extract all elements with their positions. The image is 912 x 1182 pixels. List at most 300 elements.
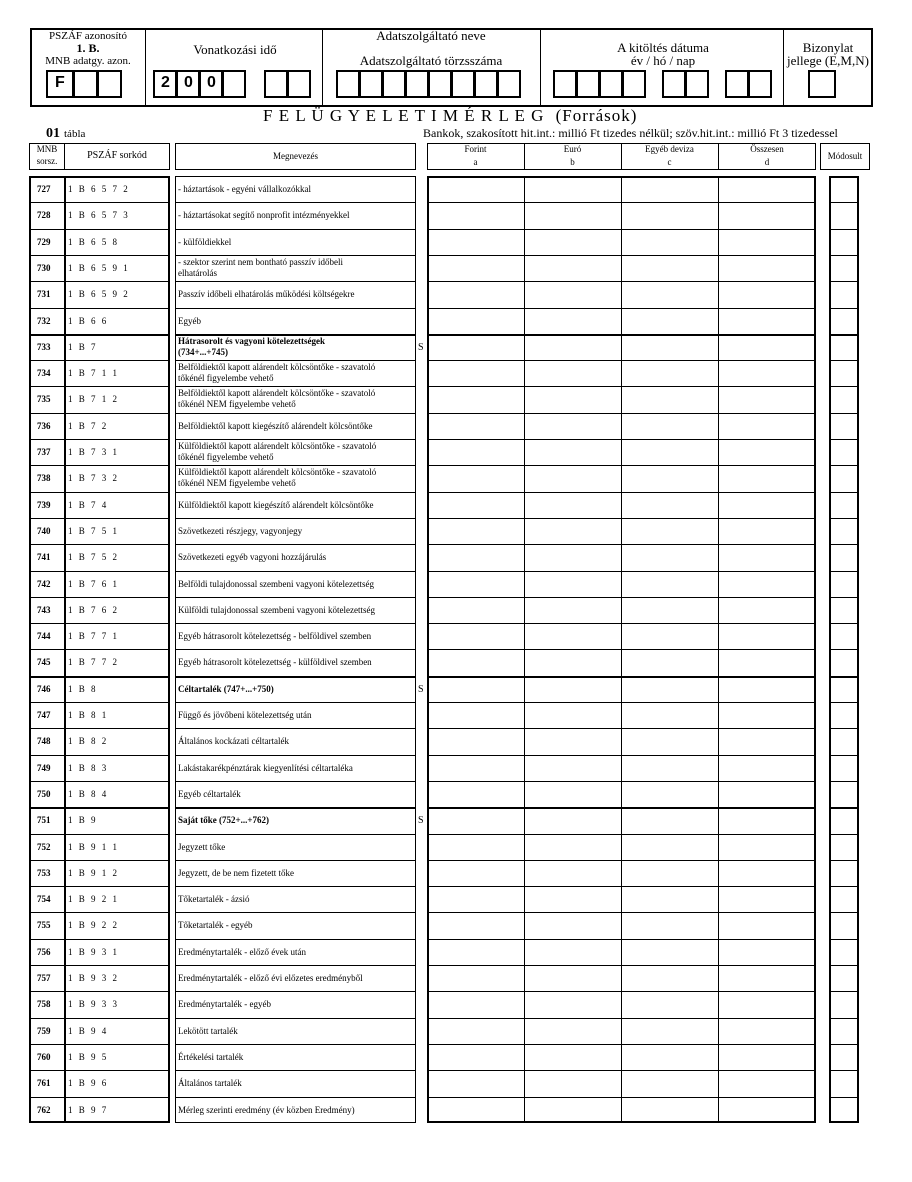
value-cell-egyeb-deviza[interactable]	[622, 887, 717, 911]
value-cell-egyeb-deviza[interactable]	[622, 861, 717, 885]
value-cell-forint[interactable]	[428, 309, 523, 333]
value-cell-forint[interactable]	[428, 808, 523, 832]
row-divider	[175, 1097, 416, 1098]
value-cell-osszesen[interactable]	[719, 677, 814, 701]
row-code: 1 B 9 5	[68, 1051, 107, 1062]
table-no: 01	[46, 126, 60, 141]
modosult-checkbox[interactable]	[830, 887, 858, 911]
value-cell-forint[interactable]	[428, 887, 523, 911]
value-cell-osszesen[interactable]	[719, 440, 814, 464]
value-cell-egyeb-deviza[interactable]	[622, 992, 717, 1016]
row-divider	[29, 649, 170, 650]
value-cell-osszesen[interactable]	[719, 887, 814, 911]
date-day-box[interactable]	[725, 70, 749, 98]
value-cell-euro[interactable]	[525, 256, 620, 280]
row-number: 755	[37, 920, 51, 931]
row-number: 752	[37, 841, 51, 852]
torzsszam-box[interactable]	[359, 70, 383, 98]
value-cell-osszesen[interactable]	[719, 835, 814, 859]
value-cell-euro[interactable]	[525, 782, 620, 806]
modosult-checkbox[interactable]	[830, 782, 858, 806]
value-cell-forint[interactable]	[428, 493, 523, 517]
value-cell-osszesen[interactable]	[719, 414, 814, 438]
value-cell-euro[interactable]	[525, 545, 620, 569]
year-box-1[interactable]	[153, 70, 177, 98]
value-cell-osszesen[interactable]	[719, 387, 814, 411]
value-cell-osszesen[interactable]	[719, 361, 814, 385]
value-cell-egyeb-deviza[interactable]	[622, 256, 717, 280]
month-box-2[interactable]	[287, 70, 311, 98]
form-code-box[interactable]	[97, 70, 122, 98]
adatszolg-neve-label: Adatszolgáltató neve	[376, 28, 486, 43]
value-cell-forint[interactable]	[428, 992, 523, 1016]
value-cell-euro[interactable]	[525, 440, 620, 464]
value-cell-euro[interactable]	[525, 913, 620, 937]
col-euro-letter: b	[570, 157, 575, 167]
value-cell-euro[interactable]	[525, 808, 620, 832]
modosult-checkbox[interactable]	[830, 361, 858, 385]
row-name-cont: tőkénél NEM figyelembe vehető	[178, 399, 296, 410]
value-cell-egyeb-deviza[interactable]	[622, 414, 717, 438]
value-cell-osszesen[interactable]	[719, 519, 814, 543]
value-cell-forint[interactable]	[428, 545, 523, 569]
modosult-checkbox[interactable]	[830, 677, 858, 701]
row-divider	[175, 308, 416, 309]
value-cell-forint[interactable]	[428, 729, 523, 753]
row-divider	[175, 702, 416, 703]
value-cell-euro[interactable]	[525, 861, 620, 885]
value-cell-forint[interactable]	[428, 598, 523, 622]
value-cell-euro[interactable]	[525, 361, 620, 385]
value-cell-forint[interactable]	[428, 703, 523, 727]
modosult-checkbox[interactable]	[830, 624, 858, 648]
row-name: - háztartásokat segítő nonprofit intézményekkel	[178, 210, 350, 221]
row-name: Eredménytartalék - előző évi előzetes eredményből	[178, 973, 363, 983]
date-year-box[interactable]	[553, 70, 577, 98]
row-number: 732	[37, 315, 51, 326]
value-cell-osszesen[interactable]	[719, 282, 814, 306]
value-cell-forint[interactable]	[428, 861, 523, 885]
value-cell-euro[interactable]	[525, 677, 620, 701]
row-divider	[175, 728, 416, 729]
row-number: 735	[37, 394, 51, 405]
row-code: 1 B 7 7 2	[68, 657, 118, 668]
row-divider	[29, 413, 170, 414]
row-name: - szektor szerint nem bontható passzív időbeli	[178, 256, 343, 267]
value-cell-egyeb-deviza[interactable]	[622, 756, 717, 780]
modosult-checkbox[interactable]	[830, 808, 858, 832]
value-cell-forint[interactable]	[428, 414, 523, 438]
row-code: 1 B 9 4	[68, 1025, 107, 1036]
value-cell-forint[interactable]	[428, 230, 523, 254]
value-cell-euro[interactable]	[525, 230, 620, 254]
row-code: 1 B 9 2 2	[68, 920, 118, 931]
modosult-checkbox[interactable]	[830, 545, 858, 569]
value-cell-euro[interactable]	[525, 493, 620, 517]
value-cell-egyeb-deviza[interactable]	[622, 940, 717, 964]
row-divider	[29, 1018, 170, 1019]
value-cell-osszesen[interactable]	[719, 572, 814, 596]
year-box-4[interactable]	[222, 70, 246, 98]
value-cell-forint[interactable]	[428, 387, 523, 411]
value-cell-osszesen[interactable]	[719, 729, 814, 753]
row-name: Mérleg szerinti eredmény (év közben Eredmény)	[178, 1104, 355, 1115]
row-name: Eredménytartalék - egyéb	[178, 999, 271, 1010]
value-cell-osszesen[interactable]	[719, 808, 814, 832]
value-cell-euro[interactable]	[525, 598, 620, 622]
value-cell-osszesen[interactable]	[719, 782, 814, 806]
value-cell-osszesen[interactable]	[719, 703, 814, 727]
value-cell-euro[interactable]	[525, 387, 620, 411]
value-cell-forint[interactable]	[428, 782, 523, 806]
value-cell-forint[interactable]	[428, 466, 523, 490]
value-cell-egyeb-deviza[interactable]	[622, 598, 717, 622]
row-number: 737	[37, 447, 51, 457]
value-cell-euro[interactable]	[525, 203, 620, 227]
value-cell-egyeb-deviza[interactable]	[622, 309, 717, 333]
value-cell-egyeb-deviza[interactable]	[622, 493, 717, 517]
value-cell-euro[interactable]	[525, 177, 620, 201]
value-cell-osszesen[interactable]	[719, 861, 814, 885]
row-divider	[29, 886, 170, 887]
row-number: 729	[37, 236, 51, 247]
row-code: 1 B 9 1 2	[68, 867, 118, 878]
col-egyeb-letter: c	[667, 157, 672, 167]
value-cell-forint[interactable]	[428, 440, 523, 464]
row-code: 1 B 6 5 7 2	[68, 184, 128, 194]
value-cell-egyeb-deviza[interactable]	[622, 440, 717, 464]
value-cell-euro[interactable]	[525, 650, 620, 674]
modosult-checkbox[interactable]	[830, 1019, 858, 1043]
value-cell-forint[interactable]	[428, 177, 523, 201]
value-cell-egyeb-deviza[interactable]	[622, 835, 717, 859]
value-cell-osszesen[interactable]	[719, 1045, 814, 1069]
row-number: 742	[37, 578, 51, 589]
value-cell-forint[interactable]	[428, 256, 523, 280]
value-cell-forint[interactable]	[428, 966, 523, 990]
row-code: 1 B 7 1 2	[68, 394, 118, 405]
date-day-box[interactable]	[748, 70, 772, 98]
modosult-checkbox[interactable]	[830, 650, 858, 674]
value-cell-forint[interactable]	[428, 835, 523, 859]
row-code: 1 B 7 2	[68, 420, 107, 431]
row-number: 736	[37, 420, 51, 431]
modosult-checkbox[interactable]	[830, 203, 858, 227]
value-cell-egyeb-deviza[interactable]	[622, 808, 717, 832]
value-cell-egyeb-deviza[interactable]	[622, 572, 717, 596]
value-cell-euro[interactable]	[525, 703, 620, 727]
value-cell-osszesen[interactable]	[719, 493, 814, 517]
date-year-box[interactable]	[576, 70, 600, 98]
table-word: tábla	[64, 128, 86, 140]
row-name-cont: tőkénél NEM figyelembe vehető	[178, 478, 296, 489]
value-cell-euro[interactable]	[525, 1019, 620, 1043]
row-divider	[175, 571, 416, 572]
modosult-checkbox[interactable]	[830, 256, 858, 280]
value-cell-egyeb-deviza[interactable]	[622, 282, 717, 306]
col-megnevezes: Megnevezés	[273, 151, 318, 161]
form-code-box[interactable]	[73, 70, 98, 98]
bizonylat-label: Bizonylat	[802, 40, 854, 55]
date-year-box[interactable]	[622, 70, 646, 98]
modosult-checkbox[interactable]	[830, 177, 858, 201]
modosult-checkbox[interactable]	[830, 729, 858, 753]
modosult-checkbox[interactable]	[830, 519, 858, 543]
torzsszam-box[interactable]	[382, 70, 406, 98]
row-code: 1 B 7 3 2	[68, 473, 118, 484]
value-cell-euro[interactable]	[525, 572, 620, 596]
year-box-3[interactable]	[199, 70, 223, 98]
value-cell-forint[interactable]	[428, 361, 523, 385]
value-cell-egyeb-deviza[interactable]	[622, 387, 717, 411]
torzsszam-box[interactable]	[474, 70, 498, 98]
title-main: F E L Ü G Y E L E T I M É R L E G	[263, 106, 545, 125]
col-pszaf-sorkod: PSZÁF sorkód	[87, 150, 147, 161]
row-divider	[29, 465, 170, 466]
value-cell-euro[interactable]	[525, 1071, 620, 1095]
value-cell-osszesen[interactable]	[719, 913, 814, 937]
value-cell-egyeb-deviza[interactable]	[622, 519, 717, 543]
pszaf-value: 1. B.	[76, 41, 100, 55]
row-number: 746	[37, 683, 51, 694]
value-cell-forint[interactable]	[428, 572, 523, 596]
row-divider	[175, 544, 416, 545]
torzsszam-box[interactable]	[428, 70, 452, 98]
row-code: 1 B 9 1 1	[68, 841, 118, 852]
value-cell-osszesen[interactable]	[719, 256, 814, 280]
row-name: Egyéb hátrasorolt kötelezettség - külföldivel szemben	[178, 657, 372, 668]
row-name: Passzív időbeli elhatárolás működési költségekre	[178, 289, 355, 300]
modosult-checkbox[interactable]	[830, 598, 858, 622]
value-cell-forint[interactable]	[428, 1019, 523, 1043]
value-cell-euro[interactable]	[525, 992, 620, 1016]
row-code: 1 B 8 4	[68, 788, 107, 799]
value-cell-osszesen[interactable]	[719, 230, 814, 254]
value-cell-forint[interactable]	[428, 1098, 523, 1122]
value-cell-osszesen[interactable]	[719, 650, 814, 674]
row-number: 754	[37, 894, 51, 905]
value-cell-egyeb-deviza[interactable]	[622, 466, 717, 490]
value-cell-forint[interactable]	[428, 335, 523, 359]
value-cell-euro[interactable]	[525, 756, 620, 780]
modosult-checkbox[interactable]	[830, 966, 858, 990]
value-cell-osszesen[interactable]	[719, 335, 814, 359]
value-cell-euro[interactable]	[525, 414, 620, 438]
value-cell-forint[interactable]	[428, 624, 523, 648]
modosult-checkbox[interactable]	[830, 1098, 858, 1122]
modosult-checkbox[interactable]	[830, 493, 858, 517]
torzsszam-box[interactable]	[336, 70, 360, 98]
row-code: 1 B 8 1	[68, 710, 107, 720]
value-cell-osszesen[interactable]	[719, 1019, 814, 1043]
row-number: 730	[37, 262, 51, 273]
value-cell-euro[interactable]	[525, 519, 620, 543]
value-cell-forint[interactable]	[428, 940, 523, 964]
row-number: 745	[37, 657, 51, 668]
value-cell-egyeb-deviza[interactable]	[622, 545, 717, 569]
value-cell-egyeb-deviza[interactable]	[622, 230, 717, 254]
value-cell-egyeb-deviza[interactable]	[622, 966, 717, 990]
row-number: 741	[37, 552, 51, 563]
row-number: 748	[37, 736, 51, 747]
row-divider	[29, 702, 170, 703]
row-divider	[175, 1070, 416, 1071]
value-cell-forint[interactable]	[428, 203, 523, 227]
modosult-checkbox[interactable]	[830, 835, 858, 859]
value-cell-forint[interactable]	[428, 756, 523, 780]
modosult-checkbox[interactable]	[830, 913, 858, 937]
modosult-checkbox[interactable]	[830, 282, 858, 306]
sum-marker: S	[418, 683, 424, 695]
value-cell-forint[interactable]	[428, 519, 523, 543]
value-cell-osszesen[interactable]	[719, 756, 814, 780]
value-cell-osszesen[interactable]	[719, 545, 814, 569]
value-cell-euro[interactable]	[525, 282, 620, 306]
value-cell-osszesen[interactable]	[719, 1098, 814, 1122]
row-name: Jegyzett tőke	[178, 841, 226, 852]
row-divider	[29, 1070, 170, 1071]
row-number: 762	[37, 1104, 51, 1115]
row-divider	[29, 492, 170, 493]
value-cell-euro[interactable]	[525, 966, 620, 990]
modosult-checkbox[interactable]	[830, 230, 858, 254]
row-divider	[175, 649, 416, 650]
value-cell-forint[interactable]	[428, 650, 523, 674]
row-number: 749	[37, 762, 51, 773]
row-code: 1 B 9 2 1	[68, 894, 118, 905]
torzsszam-box[interactable]	[497, 70, 521, 98]
modosult-checkbox[interactable]	[830, 387, 858, 411]
bizonylat-jellege-box[interactable]	[808, 70, 836, 98]
torzsszam-box[interactable]	[451, 70, 475, 98]
value-cell-egyeb-deviza[interactable]	[622, 703, 717, 727]
row-code: 1 B 7 7 1	[68, 631, 118, 642]
value-cell-euro[interactable]	[525, 835, 620, 859]
value-cell-egyeb-deviza[interactable]	[622, 1071, 717, 1095]
value-cell-osszesen[interactable]	[719, 177, 814, 201]
row-divider	[175, 413, 416, 414]
row-name: Belföldiektől kapott alárendelt kölcsöntőke - szavatoló	[178, 362, 376, 373]
modosult-checkbox[interactable]	[830, 1045, 858, 1069]
modosult-checkbox[interactable]	[830, 940, 858, 964]
value-cell-osszesen[interactable]	[719, 466, 814, 490]
row-name: Egyéb	[178, 315, 201, 326]
row-name: Külföldiektől kapott alárendelt kölcsöntőke - szavatoló	[178, 467, 377, 478]
value-cell-egyeb-deviza[interactable]	[622, 624, 717, 648]
value-cell-forint[interactable]	[428, 913, 523, 937]
modosult-checkbox[interactable]	[830, 703, 858, 727]
value-cell-euro[interactable]	[525, 729, 620, 753]
row-divider	[175, 360, 416, 361]
row-divider	[175, 386, 416, 387]
value-cell-euro[interactable]	[525, 1098, 620, 1122]
modosult-checkbox[interactable]	[830, 572, 858, 596]
row-code: 1 B 7 6 2	[68, 604, 118, 615]
value-cell-forint[interactable]	[428, 677, 523, 701]
modosult-checkbox[interactable]	[830, 756, 858, 780]
value-cell-egyeb-deviza[interactable]	[622, 650, 717, 674]
value-cell-egyeb-deviza[interactable]	[622, 203, 717, 227]
value-cell-osszesen[interactable]	[719, 1071, 814, 1095]
value-cell-forint[interactable]	[428, 1071, 523, 1095]
row-divider	[29, 676, 170, 678]
row-name: Jegyzett, de be nem fizetett tőke	[178, 867, 294, 878]
value-cell-egyeb-deviza[interactable]	[622, 335, 717, 359]
row-code: 1 B 6 5 9 2	[68, 289, 128, 300]
row-divider	[175, 229, 416, 230]
value-cell-egyeb-deviza[interactable]	[622, 729, 717, 753]
value-cell-forint[interactable]	[428, 1045, 523, 1069]
modosult-checkbox[interactable]	[830, 466, 858, 490]
modosult-checkbox[interactable]	[830, 861, 858, 885]
row-code: 1 B 6 5 9 1	[68, 262, 128, 273]
row-name: Egyéb céltartalék	[178, 788, 241, 799]
value-cell-euro[interactable]	[525, 624, 620, 648]
value-cell-euro[interactable]	[525, 466, 620, 490]
value-cell-osszesen[interactable]	[719, 598, 814, 622]
modosult-checkbox[interactable]	[830, 335, 858, 359]
row-number: 731	[37, 289, 51, 300]
value-cell-euro[interactable]	[525, 335, 620, 359]
row-name: Egyéb hátrasorolt kötelezettség - belföldivel szemben	[178, 631, 372, 642]
modosult-checkbox[interactable]	[830, 440, 858, 464]
row-number: 743	[37, 604, 51, 615]
value-cell-egyeb-deviza[interactable]	[622, 1019, 717, 1043]
modosult-checkbox[interactable]	[830, 309, 858, 333]
value-cell-euro[interactable]	[525, 940, 620, 964]
value-cell-osszesen[interactable]	[719, 940, 814, 964]
value-cell-euro[interactable]	[525, 1045, 620, 1069]
value-cell-osszesen[interactable]	[719, 624, 814, 648]
row-divider	[175, 597, 416, 598]
row-divider	[175, 939, 416, 940]
modosult-checkbox[interactable]	[830, 1071, 858, 1095]
date-month-box[interactable]	[662, 70, 686, 98]
value-cell-egyeb-deviza[interactable]	[622, 913, 717, 937]
year-box-2[interactable]	[176, 70, 200, 98]
value-cell-egyeb-deviza[interactable]	[622, 677, 717, 701]
value-cell-osszesen[interactable]	[719, 966, 814, 990]
row-code: 1 B 8	[68, 683, 96, 694]
value-cell-euro[interactable]	[525, 887, 620, 911]
row-number: 739	[37, 499, 51, 510]
value-cell-egyeb-deviza[interactable]	[622, 782, 717, 806]
value-cell-egyeb-deviza[interactable]	[622, 177, 717, 201]
value-cell-osszesen[interactable]	[719, 309, 814, 333]
value-cell-euro[interactable]	[525, 309, 620, 333]
value-cell-egyeb-deviza[interactable]	[622, 1045, 717, 1069]
value-cell-osszesen[interactable]	[719, 992, 814, 1016]
row-divider	[175, 912, 416, 913]
form-code: F	[55, 74, 65, 91]
torzsszam-box[interactable]	[405, 70, 429, 98]
row-number: 747	[37, 710, 51, 720]
date-year-box[interactable]	[599, 70, 623, 98]
value-cell-egyeb-deviza[interactable]	[622, 361, 717, 385]
row-number: 727	[37, 184, 51, 194]
row-name: Tőketartalék - egyéb	[178, 920, 253, 931]
value-cell-osszesen[interactable]	[719, 203, 814, 227]
row-name: Saját tőke (752+...+762)	[178, 815, 269, 826]
row-divider	[175, 623, 416, 624]
date-month-box[interactable]	[685, 70, 709, 98]
row-name: Általános kockázati céltartalék	[178, 736, 289, 747]
modosult-checkbox[interactable]	[830, 992, 858, 1016]
month-box-1[interactable]	[264, 70, 288, 98]
value-cell-forint[interactable]	[428, 282, 523, 306]
value-cell-egyeb-deviza[interactable]	[622, 1098, 717, 1122]
modosult-checkbox[interactable]	[830, 414, 858, 438]
